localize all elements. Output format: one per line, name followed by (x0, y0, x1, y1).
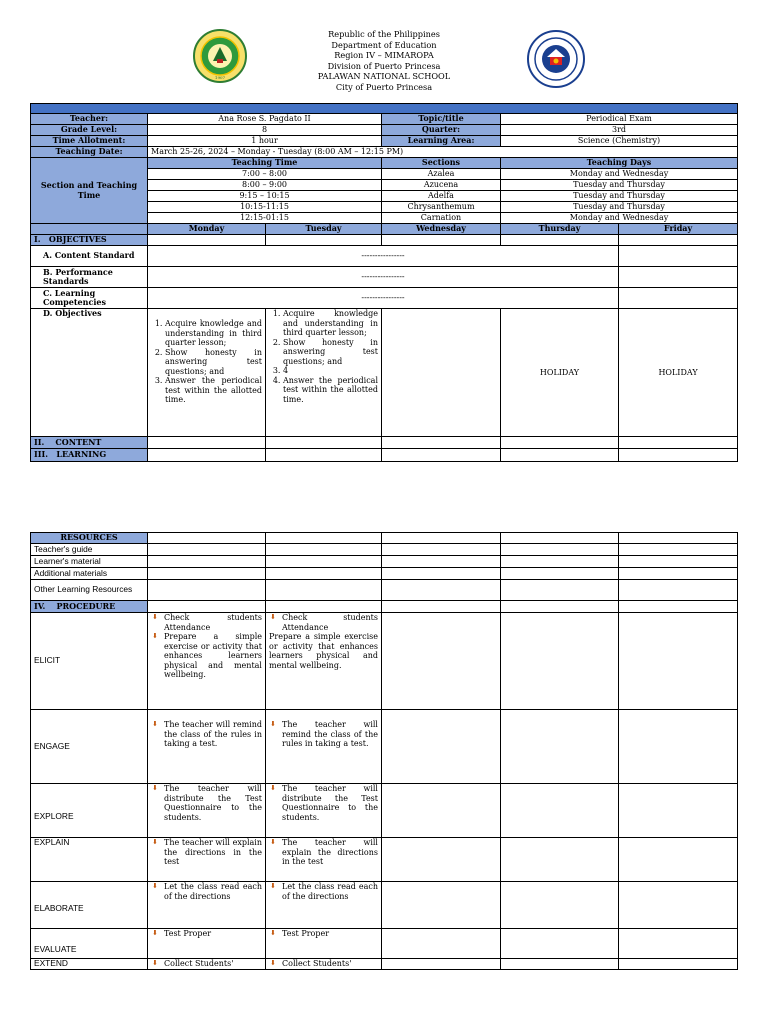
schedule-days: Monday and Wednesday (501, 169, 738, 180)
explain-label: EXPLAIN (31, 838, 148, 882)
day-friday: Friday (619, 224, 738, 235)
arrow-bullet-icon: ⬇ (270, 613, 276, 621)
procedure-item: The teacher will remind the class of the rules in taking a test. (282, 720, 378, 748)
performance-standard-value: ---------------- (148, 267, 619, 288)
time-label: Time Allotment: (31, 136, 148, 147)
section-time-label: Section and Teaching Time (31, 158, 148, 224)
thursday-holiday: HOLIDAY (501, 309, 619, 437)
friday-holiday: HOLIDAY (619, 309, 738, 437)
header-line: PALAWAN NATIONAL SCHOOL (317, 71, 451, 82)
learning-num: III. (34, 449, 49, 460)
procedure-item: Prepare a simple exercise or activity that enhances learners physical and mental wellbeing. (164, 632, 262, 679)
procedure-num: IV. (34, 600, 46, 611)
monday-engage (148, 710, 266, 784)
resources-heading: RESOURCES (31, 533, 148, 544)
header-line: City of Puerto Princesa (335, 81, 433, 92)
learning-competencies-value: ---------------- (148, 288, 619, 309)
objectives-heading (31, 235, 148, 246)
title-bar (31, 104, 738, 114)
content-heading (31, 437, 148, 449)
teaching-days-header: Teaching Days (501, 158, 738, 169)
arrow-bullet-icon: ⬇ (152, 882, 158, 890)
procedure-heading (31, 601, 148, 613)
procedure-item: Prepare a simple exercise or activity that enhances learners physical and mental wellbeing. (269, 632, 378, 670)
schedule-days: Tuesday and Thursday (501, 191, 738, 202)
schedule-section: Chrysanthemum (382, 202, 501, 213)
arrow-bullet-icon: ⬇ (152, 784, 158, 792)
schedule-time: 9:15 – 10:15 (148, 191, 382, 202)
header-line: Republic of the Philippines (328, 29, 440, 39)
procedure-item: Let the class read each of the directions (282, 882, 378, 901)
procedure-title: PROCEDURE (56, 600, 116, 611)
content-standard-value: ---------------- (148, 246, 619, 267)
schedule-days: Tuesday and Thursday (501, 180, 738, 191)
grade-value: 8 (148, 125, 382, 136)
procedure-item: Let the class read each of the directions (164, 882, 262, 901)
schedule-section: Adelfa (382, 191, 501, 202)
engage-label: ENGAGE (31, 710, 148, 784)
resources-procedure-table (30, 532, 738, 970)
extend-label: EXTEND (31, 959, 148, 970)
header-line: Division of Puerto Princesa (327, 60, 441, 71)
date-label: Teaching Date: (31, 147, 148, 158)
objective-item: 2. Show honesty in answering test questions; and (165, 348, 262, 377)
content-num: II. (34, 436, 45, 447)
elaborate-label: ELABORATE (31, 882, 148, 929)
resource-item: Other Learning Resources (31, 580, 148, 601)
schedule-section: Azalea (382, 169, 501, 180)
objectives-num: I. (34, 234, 41, 245)
procedure-item: Check students Attendance (282, 613, 378, 632)
arrow-bullet-icon: ⬇ (270, 959, 276, 967)
objectives-title: OBJECTIVES (48, 234, 107, 245)
schedule-days: Monday and Wednesday (501, 213, 738, 224)
resource-item: Additional materials (31, 568, 148, 580)
content-standard-label: A. Content Standard (31, 246, 148, 267)
monday-explain (148, 838, 266, 882)
procedure-item: Test Proper (282, 929, 330, 938)
resource-item: Learner's material (31, 556, 148, 568)
header-line: Region IV – MIMAROPA (334, 50, 434, 61)
monday-objectives (148, 309, 266, 437)
lesson-plan-table (30, 103, 738, 462)
tuesday-explore (266, 784, 382, 838)
sections-header: Sections (382, 158, 501, 169)
schedule-section: Azucena (382, 180, 501, 191)
monday-extend (148, 959, 266, 970)
school-header (284, 29, 484, 93)
resource-item: Teacher's guide (31, 544, 148, 556)
topic-value: Periodical Exam (501, 114, 738, 125)
arrow-bullet-icon: ⬇ (152, 838, 158, 846)
schedule-section: Carnation (382, 213, 501, 224)
area-label: Learning Area: (382, 136, 501, 147)
elicit-label: ELICIT (31, 613, 148, 710)
teacher-label: Teacher: (31, 114, 148, 125)
procedure-item: The teacher will explain the directions in the test (164, 838, 262, 866)
explore-label: EXPLORE (31, 784, 148, 838)
learning-title: LEARNING (56, 449, 107, 460)
school-seal-logo (193, 29, 247, 83)
teaching-time-header: Teaching Time (148, 158, 382, 169)
learning-heading (31, 449, 148, 462)
arrow-bullet-icon: ⬇ (270, 882, 276, 890)
svg-text:1907: 1907 (214, 75, 226, 80)
tuesday-engage (266, 710, 382, 784)
day-monday: Monday (148, 224, 266, 235)
monday-evaluate (148, 929, 266, 959)
objective-item: 1. Acquire knowledge and understanding in third quarter lesson; (165, 319, 262, 348)
objectives-label: D. Objectives (31, 309, 148, 437)
content-title: CONTENT (55, 436, 102, 447)
monday-elaborate (148, 882, 266, 929)
performance-standard-label: B. Performance Standards (31, 267, 148, 288)
topic-label: Topic/title (382, 114, 501, 125)
objective-item: 2. Show honesty in answering test questions; and (283, 338, 378, 367)
quarter-label: Quarter: (382, 125, 501, 136)
monday-elicit (148, 613, 266, 710)
arrow-bullet-icon: ⬇ (152, 613, 158, 621)
arrow-bullet-icon: ⬇ (270, 784, 276, 792)
tuesday-evaluate (266, 929, 382, 959)
procedure-item: Check students Attendance (164, 613, 262, 632)
quarter-value: 3rd (501, 125, 738, 136)
grade-label: Grade Level: (31, 125, 148, 136)
arrow-bullet-icon: ⬇ (270, 720, 276, 728)
tuesday-elicit (266, 613, 382, 710)
objective-item: 4. Answer the periodical test within the allotted time. (283, 376, 378, 405)
procedure-item: Collect Students' (282, 959, 352, 968)
deped-seal-logo (527, 30, 585, 88)
time-value: 1 hour (148, 136, 382, 147)
day-wednesday: Wednesday (382, 224, 501, 235)
schedule-time: 12:15-01:15 (148, 213, 382, 224)
learning-competencies-label: C. Learning Competencies (31, 288, 148, 309)
tuesday-extend (266, 959, 382, 970)
header-line: Department of Education (331, 39, 437, 50)
days-corner (31, 224, 148, 235)
arrow-bullet-icon: ⬇ (270, 838, 276, 846)
schedule-days: Tuesday and Thursday (501, 202, 738, 213)
evaluate-label: EVALUATE (31, 929, 148, 959)
day-thursday: Thursday (501, 224, 619, 235)
tuesday-elaborate (266, 882, 382, 929)
procedure-item: The teacher will remind the class of the rules in taking a test. (164, 720, 262, 748)
tuesday-explain (266, 838, 382, 882)
objective-item: 3. 4 (283, 366, 378, 376)
area-value: Science (Chemistry) (501, 136, 738, 147)
objective-item: 1. Acquire knowledge and understanding in third quarter lesson; (283, 309, 378, 338)
day-tuesday: Tuesday (266, 224, 382, 235)
procedure-item: Test Proper (164, 929, 212, 938)
tuesday-objectives (266, 309, 382, 437)
arrow-bullet-icon: ⬇ (152, 632, 158, 640)
monday-explore (148, 784, 266, 838)
procedure-item: Collect Students' (164, 959, 234, 968)
schedule-time: 7:00 – 8:00 (148, 169, 382, 180)
objective-item: 3. Answer the periodical test within the allotted time. (165, 376, 262, 405)
arrow-bullet-icon: ⬇ (152, 959, 158, 967)
schedule-time: 10:15-11:15 (148, 202, 382, 213)
procedure-item: The teacher will explain the directions in the test (282, 838, 378, 866)
procedure-item: The teacher will distribute the Test Questionnaire to the students. (164, 784, 262, 822)
arrow-bullet-icon: ⬇ (270, 929, 276, 937)
schedule-time: 8:00 – 9:00 (148, 180, 382, 191)
arrow-bullet-icon: ⬇ (152, 720, 158, 728)
arrow-bullet-icon: ⬇ (152, 929, 158, 937)
procedure-item: The teacher will distribute the Test Questionnaire to the students. (282, 784, 378, 822)
date-value: March 25-26, 2024 – Monday - Tuesday (8:00 AM – 12:15 PM) (148, 147, 738, 158)
teacher-value: Ana Rose S. Pagdato II (148, 114, 382, 125)
